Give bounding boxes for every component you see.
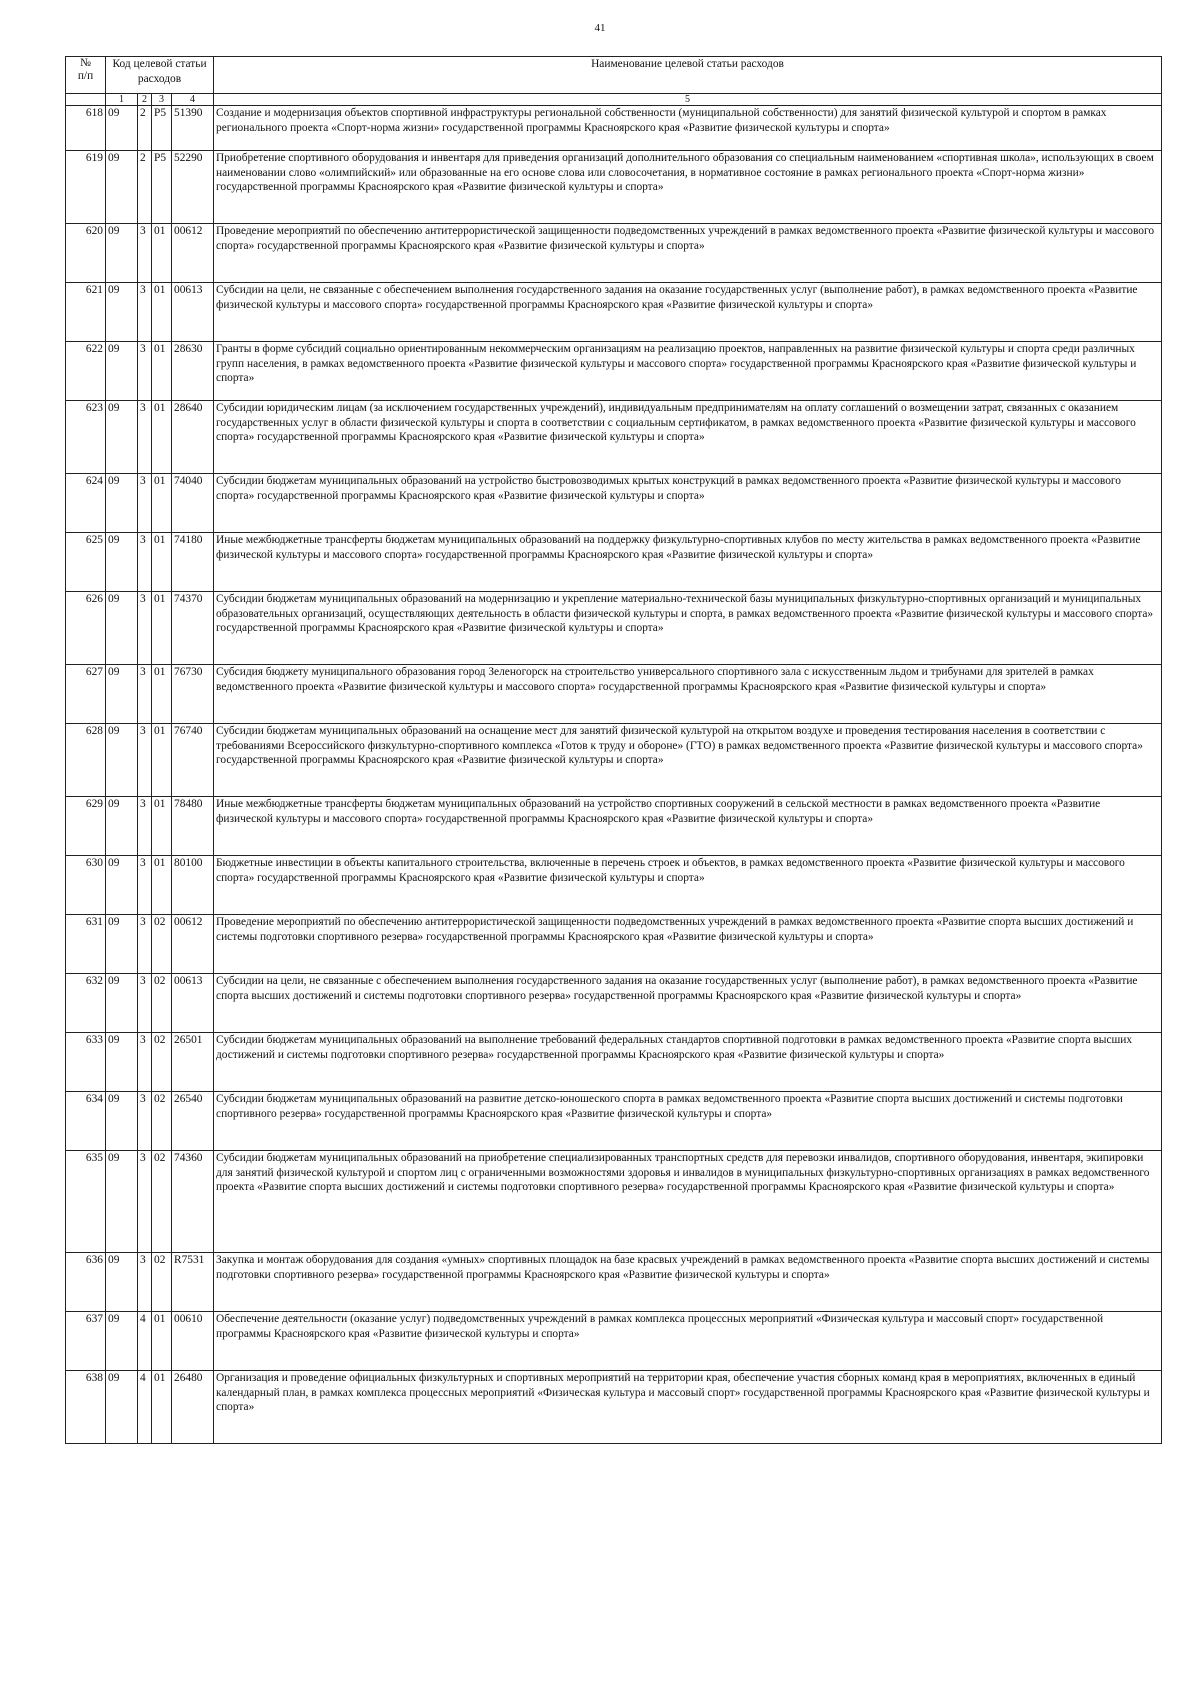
code-event: 01 bbox=[152, 533, 172, 592]
expense-name: Закупка и монтаж оборудования для создания «умных» спортивных площадок на базе красвых учреждений в рамках ведомственного проекта «Развитие спорта высших достижений и системы подготовки спортивного резерва» государственной программы Красноярского края «Развитие физической культуры и спорта» bbox=[214, 1253, 1162, 1312]
code-direction: R7531 bbox=[172, 1253, 214, 1312]
code-event: 01 bbox=[152, 224, 172, 283]
row-number: 628 bbox=[66, 724, 106, 797]
code-event: 01 bbox=[152, 724, 172, 797]
budget-table bbox=[65, 56, 1162, 1444]
table-row bbox=[66, 797, 1162, 856]
code-event: P5 bbox=[152, 151, 172, 224]
code-event: 01 bbox=[152, 474, 172, 533]
code-subprogram: 3 bbox=[138, 224, 152, 283]
code-direction: 74370 bbox=[172, 592, 214, 665]
row-number: 624 bbox=[66, 474, 106, 533]
expense-name: Субсидии бюджетам муниципальных образований на устройство быстровозводимых крытых конструкций в рамках ведомственного проекта «Развитие физической культуры и массового спорта» государственной программы Красноярского края «Развитие физической культуры и спорта» bbox=[214, 474, 1162, 533]
header-code: Код целевой статьи расходов bbox=[106, 57, 214, 94]
code-subprogram: 4 bbox=[138, 1312, 152, 1371]
code-direction: 00612 bbox=[172, 915, 214, 974]
code-program: 09 bbox=[106, 224, 138, 283]
code-direction: 80100 bbox=[172, 856, 214, 915]
column-number bbox=[66, 94, 106, 106]
expense-name: Субсидии бюджетам муниципальных образований на развитие детско-юношеского спорта в рамках ведомственного проекта «Развитие спорта высших достижений и системы подготовки спортивного резерва» государственной программы Красноярского края «Развитие физической культуры и спорта» bbox=[214, 1092, 1162, 1151]
row-number: 637 bbox=[66, 1312, 106, 1371]
code-event: 01 bbox=[152, 665, 172, 724]
code-direction: 74360 bbox=[172, 1151, 214, 1253]
table-row bbox=[66, 401, 1162, 474]
code-event: 01 bbox=[152, 342, 172, 401]
row-number: 631 bbox=[66, 915, 106, 974]
row-number: 619 bbox=[66, 151, 106, 224]
code-program: 09 bbox=[106, 1371, 138, 1444]
row-number: 623 bbox=[66, 401, 106, 474]
code-event: 02 bbox=[152, 1253, 172, 1312]
code-event: 02 bbox=[152, 1092, 172, 1151]
code-program: 09 bbox=[106, 915, 138, 974]
table-row bbox=[66, 1371, 1162, 1444]
expense-name: Бюджетные инвестиции в объекты капитального строительства, включенные в перечень строек и объектов, в рамках ведомственного проекта «Развитие физической культуры и массового спорта» государственной программы Красноярского края «Развитие физической культуры и спорта» bbox=[214, 856, 1162, 915]
code-program: 09 bbox=[106, 533, 138, 592]
code-direction: 00612 bbox=[172, 224, 214, 283]
code-program: 09 bbox=[106, 474, 138, 533]
code-event: 02 bbox=[152, 915, 172, 974]
code-program: 09 bbox=[106, 797, 138, 856]
code-program: 09 bbox=[106, 106, 138, 151]
column-number: 5 bbox=[214, 94, 1162, 106]
expense-name: Субсидии бюджетам муниципальных образований на выполнение требований федеральных стандартов спортивной подготовки в рамках ведомственного проекта «Развитие спорта высших достижений и системы подготовки спортивного резерва» государственной программы Красноярского края «Развитие физической культуры и спорта» bbox=[214, 1033, 1162, 1092]
row-number: 632 bbox=[66, 974, 106, 1033]
expense-name: Субсидии на цели, не связанные с обеспечением выполнения государственного задания на оказание государственных услуг (выполнение работ), в рамках ведомственного проекта «Развитие физической культуры и массового спорта» государственной программы Красноярского края «Развитие физической культуры и спорта» bbox=[214, 283, 1162, 342]
column-number: 2 bbox=[138, 94, 152, 106]
code-subprogram: 3 bbox=[138, 856, 152, 915]
code-program: 09 bbox=[106, 283, 138, 342]
code-program: 09 bbox=[106, 342, 138, 401]
code-direction: 26480 bbox=[172, 1371, 214, 1444]
expense-name: Иные межбюджетные трансферты бюджетам муниципальных образований на поддержку физкультурно-спортивных клубов по месту жительства в рамках ведомственного проекта «Развитие физической культуры и массового спорта» государственной программы Красноярского края «Развитие физической культуры и спорта» bbox=[214, 533, 1162, 592]
header-row-number: № п/п bbox=[66, 57, 106, 94]
code-event: 02 bbox=[152, 1151, 172, 1253]
code-subprogram: 3 bbox=[138, 342, 152, 401]
code-event: 01 bbox=[152, 283, 172, 342]
code-direction: 28640 bbox=[172, 401, 214, 474]
code-event: 01 bbox=[152, 797, 172, 856]
row-number: 629 bbox=[66, 797, 106, 856]
expense-name: Приобретение спортивного оборудования и инвентаря для приведения организаций дополнительного образования со специальным наименованием «спортивная школа», использующих в своем наименовании слово «олимпийский» или образованные на его основе слова или словосочетания, в нормативное состояние в рамках регионального проекта «Спорт-норма жизни» государственной программы Красноярского края «Развитие физической культуры и спорта» bbox=[214, 151, 1162, 224]
code-direction: 74040 bbox=[172, 474, 214, 533]
page-number: 41 bbox=[594, 22, 606, 34]
expense-name: Иные межбюджетные трансферты бюджетам муниципальных образований на устройство спортивных сооружений в сельской местности в рамках ведомственного проекта «Развитие физической культуры и массового спорта» государственной программы Красноярского края «Развитие физической культуры и спорта» bbox=[214, 797, 1162, 856]
row-number: 618 bbox=[66, 106, 106, 151]
code-subprogram: 3 bbox=[138, 592, 152, 665]
table-row bbox=[66, 1253, 1162, 1312]
expense-name: Субсидии на цели, не связанные с обеспечением выполнения государственного задания на оказание государственных услуг (выполнение работ), в рамках ведомственного проекта «Развитие спорта высших достижений и системы подготовки спортивного резерва» государственной программы Красноярского края «Развитие физической культуры и спорта» bbox=[214, 974, 1162, 1033]
code-program: 09 bbox=[106, 974, 138, 1033]
code-direction: 26540 bbox=[172, 1092, 214, 1151]
row-number: 636 bbox=[66, 1253, 106, 1312]
row-number: 622 bbox=[66, 342, 106, 401]
table-row bbox=[66, 224, 1162, 283]
row-number: 625 bbox=[66, 533, 106, 592]
code-program: 09 bbox=[106, 1092, 138, 1151]
code-program: 09 bbox=[106, 724, 138, 797]
table-row bbox=[66, 1092, 1162, 1151]
code-subprogram: 3 bbox=[138, 724, 152, 797]
row-number: 620 bbox=[66, 224, 106, 283]
code-program: 09 bbox=[106, 1033, 138, 1092]
code-subprogram: 3 bbox=[138, 974, 152, 1033]
code-direction: 00610 bbox=[172, 1312, 214, 1371]
code-event: 01 bbox=[152, 1371, 172, 1444]
header-name: Наименование целевой статьи расходов bbox=[214, 57, 1162, 94]
code-subprogram: 4 bbox=[138, 1371, 152, 1444]
code-event: 01 bbox=[152, 401, 172, 474]
table-row bbox=[66, 342, 1162, 401]
table-row bbox=[66, 283, 1162, 342]
table-row bbox=[66, 665, 1162, 724]
code-subprogram: 2 bbox=[138, 106, 152, 151]
expense-name: Субсидии юридическим лицам (за исключением государственных учреждений), индивидуальным предпринимателям на оплату соглашений о возмещении затрат, связанных с оказанием государственных услуг в области физической культуры и спорта в соответствии с социальным сертификатом, в рамках ведомственного проекта «Развитие физической культуры и массового спорта» государственной программы Красноярского края «Развитие физической культуры и спорта» bbox=[214, 401, 1162, 474]
code-subprogram: 3 bbox=[138, 1092, 152, 1151]
code-subprogram: 3 bbox=[138, 1253, 152, 1312]
code-program: 09 bbox=[106, 665, 138, 724]
code-subprogram: 3 bbox=[138, 1151, 152, 1253]
expense-name: Обеспечение деятельности (оказание услуг) подведомственных учреждений в рамках комплекса процессных мероприятий «Физическая культура и массовый спорт» государственной программы Красноярского края «Развитие физической культуры и спорта» bbox=[214, 1312, 1162, 1371]
row-number: 627 bbox=[66, 665, 106, 724]
column-number: 3 bbox=[152, 94, 172, 106]
code-subprogram: 3 bbox=[138, 401, 152, 474]
table-row bbox=[66, 1151, 1162, 1253]
code-subprogram: 3 bbox=[138, 1033, 152, 1092]
table-row bbox=[66, 106, 1162, 151]
row-number: 630 bbox=[66, 856, 106, 915]
expense-name: Гранты в форме субсидий социально ориентированным некоммерческим организациям на реализацию проектов, направленных на развитие физической культуры и спорта среди различных групп населения, в рамках ведомственного проекта «Развитие физической культуры и массового спорта» государственной программы Красноярского края «Развитие физической культуры и спорта» bbox=[214, 342, 1162, 401]
code-direction: 78480 bbox=[172, 797, 214, 856]
expense-name: Проведение мероприятий по обеспечению антитеррористической защищенности подведомственных учреждений в рамках ведомственного проекта «Развитие спорта высших достижений и системы подготовки спортивного резерва» государственной программы Красноярского края «Развитие физической культуры и спорта» bbox=[214, 915, 1162, 974]
code-event: 01 bbox=[152, 1312, 172, 1371]
code-program: 09 bbox=[106, 1151, 138, 1253]
code-subprogram: 2 bbox=[138, 151, 152, 224]
code-event: P5 bbox=[152, 106, 172, 151]
code-direction: 28630 bbox=[172, 342, 214, 401]
table-row bbox=[66, 915, 1162, 974]
code-direction: 52290 bbox=[172, 151, 214, 224]
table-row bbox=[66, 724, 1162, 797]
code-subprogram: 3 bbox=[138, 797, 152, 856]
code-subprogram: 3 bbox=[138, 283, 152, 342]
table-row bbox=[66, 856, 1162, 915]
code-direction: 51390 bbox=[172, 106, 214, 151]
expense-name: Проведение мероприятий по обеспечению антитеррористической защищенности подведомственных учреждений в рамках ведомственного проекта «Развитие физической культуры и массового спорта» государственной программы Красноярского края «Развитие физической культуры и спорта» bbox=[214, 224, 1162, 283]
row-number: 621 bbox=[66, 283, 106, 342]
column-number: 4 bbox=[172, 94, 214, 106]
code-direction: 26501 bbox=[172, 1033, 214, 1092]
expense-name: Создание и модернизация объектов спортивной инфраструктуры региональной собственности (муниципальной собственности) для занятий физической культурой и спортом в рамках регионального проекта «Спорт-норма жизни» государственной программы Красноярского края «Развитие физической культуры и спорта» bbox=[214, 106, 1162, 151]
expense-name: Организация и проведение официальных физкультурных и спортивных мероприятий на территории края, обеспечение участия сборных команд края в мероприятиях, включенных в единый календарный план, в рамках комплекса процессных мероприятий «Физическая культура и массовый спорт» государственной программы Красноярского края «Развитие физической культуры и спорта» bbox=[214, 1371, 1162, 1444]
row-number: 638 bbox=[66, 1371, 106, 1444]
code-program: 09 bbox=[106, 856, 138, 915]
column-number: 1 bbox=[106, 94, 138, 106]
code-direction: 00613 bbox=[172, 283, 214, 342]
code-subprogram: 3 bbox=[138, 533, 152, 592]
code-program: 09 bbox=[106, 401, 138, 474]
row-number: 626 bbox=[66, 592, 106, 665]
code-event: 02 bbox=[152, 1033, 172, 1092]
code-direction: 76730 bbox=[172, 665, 214, 724]
code-event: 01 bbox=[152, 856, 172, 915]
code-event: 02 bbox=[152, 974, 172, 1033]
expense-name: Субсидии бюджетам муниципальных образований на модернизацию и укрепление материально-технической базы муниципальных физкультурно-спортивных организаций и муниципальных образовательных организаций, осуществляющих деятельность в области физической культуры и спорта, в рамках ведомственного проекта «Развитие физической культуры и массового спорта» государственной программы Красноярского края «Развитие физической культуры и спорта» bbox=[214, 592, 1162, 665]
table-row bbox=[66, 474, 1162, 533]
code-subprogram: 3 bbox=[138, 915, 152, 974]
table-row bbox=[66, 1312, 1162, 1371]
code-program: 09 bbox=[106, 592, 138, 665]
table-row bbox=[66, 151, 1162, 224]
table-row bbox=[66, 1033, 1162, 1092]
code-direction: 74180 bbox=[172, 533, 214, 592]
table-row bbox=[66, 974, 1162, 1033]
code-direction: 76740 bbox=[172, 724, 214, 797]
code-direction: 00613 bbox=[172, 974, 214, 1033]
code-subprogram: 3 bbox=[138, 474, 152, 533]
code-subprogram: 3 bbox=[138, 665, 152, 724]
row-number: 635 bbox=[66, 1151, 106, 1253]
row-number: 633 bbox=[66, 1033, 106, 1092]
code-program: 09 bbox=[106, 151, 138, 224]
code-program: 09 bbox=[106, 1253, 138, 1312]
expense-name: Субсидии бюджетам муниципальных образований на приобретение специализированных транспортных средств для перевозки инвалидов, спортивного оборудования, инвентаря, экипировки для занятий физической культурой и спортом лиц с ограниченными возможностями здоровья и инвалидов в муниципальных физкультурно-спортивных организациях в рамках ведомственного проекта «Развитие спорта высших достижений и системы подготовки спортивного резерва» государственной программы Красноярского края «Развитие физической культуры и спорта» bbox=[214, 1151, 1162, 1253]
table-row bbox=[66, 533, 1162, 592]
row-number: 634 bbox=[66, 1092, 106, 1151]
code-event: 01 bbox=[152, 592, 172, 665]
expense-name: Субсидии бюджетам муниципальных образований на оснащение мест для занятий физической культурой на открытом воздухе и проведения тестирования населения в соответствии с требованиями Всероссийского физкультурно-спортивного комплекса «Готов к труду и обороне» (ГТО) в рамках ведомственного проекта «Развитие физической культуры и массового спорта» государственной программы Красноярского края «Развитие физической культуры и спорта» bbox=[214, 724, 1162, 797]
code-program: 09 bbox=[106, 1312, 138, 1371]
table-row bbox=[66, 592, 1162, 665]
expense-name: Субсидия бюджету муниципального образования город Зеленогорск на строительство универсального спортивного зала с искусственным льдом и трибунами для зрителей в рамках ведомственного проекта «Развитие физической культуры и массового спорта» государственной программы Красноярского края «Развитие физической культуры и спорта» bbox=[214, 665, 1162, 724]
